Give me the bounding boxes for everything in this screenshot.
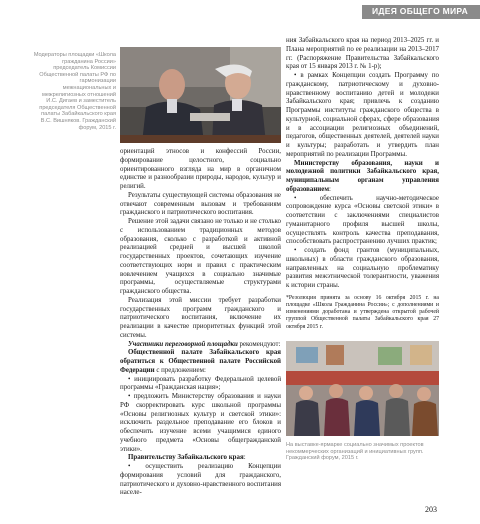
recommendation-intro bbox=[120, 341, 281, 350]
photo-moderators-image bbox=[120, 47, 281, 143]
ministry-heading: Министерству образования, науки и молодежной политики Забайкальского края, муниципальным органам управления образованием bbox=[286, 159, 439, 193]
government-heading: Правительству Забайкальского края bbox=[128, 454, 244, 462]
ministry-recommendation: Министерству образования, науки и молодежной политики Забайкальского края, муниципальным органам управления образованием: bbox=[286, 159, 439, 193]
bullet-item: • в рамках Концепции создать Программу по гражданскому, патриотическому и духовно-нравственному воспитанию детей и молодежи Забайкальского края; привлечь к созданию Программы институты гражданского общества в культурной, социальной сферах, сфере образования и в ассоциации религиозных объединений, педагогов, общественных деятелей, деятелей науки и культуры; разработать и утвердить план мероприятий по реализации Программы. bbox=[286, 72, 440, 158]
page-number: 203 bbox=[425, 505, 437, 514]
chamber-recommendation bbox=[120, 349, 281, 375]
bullet-item: • инициировать разработку Федеральной целевой программы «Гражданская нация»; bbox=[120, 375, 282, 392]
paragraph: Результаты существующей системы образования не отвечают современным вызовам и требованиям гражданского и патриотического воспитания. bbox=[120, 191, 281, 217]
photo-caption-moderators: Модераторы площадки «Школа гражданина России» председатель Комиссии Общественной палаты РФ по гармонизации межнациональных и межрелигиозных отношений И.С. Дигаев и заместитель председателя Общественной палаты Забайкальского края В.С. Вишняков. Гражданский форум, 2015 г. bbox=[33, 52, 116, 131]
bullet-item: • осуществить реализацию Концепции формирования условий для гражданского, патриотического и духовно-нравственного воспитания населе- bbox=[120, 463, 281, 497]
paragraph: ния Забайкальского края на период 2013–2025 гг. и Плана мероприятий по ее реализации на 2013–2017 гг. (Распоряжение Правительства Забайкальского края от 15 января 2013 г. № 1-р); bbox=[286, 37, 439, 71]
photo-caption-exhibition: На выставке-ярмарке социально значимых проектов некоммерческих организаций и инициативных групп. Гражданский форум, 2015 г. bbox=[286, 442, 424, 462]
text-column-right bbox=[286, 37, 439, 331]
chamber-heading: Общественной палате Забайкальского края обратиться к Общественной палате Российской Федерации bbox=[120, 349, 281, 374]
recommendation-suffix: рекомендуют: bbox=[237, 340, 281, 348]
recommendation-heading: Участники переговорной площадки bbox=[128, 340, 238, 348]
government-recommendation: Правительству Забайкальского края: bbox=[128, 454, 246, 462]
text-column-left bbox=[120, 148, 281, 498]
photo-moderators bbox=[120, 47, 281, 143]
paragraph: ориентаций этносов и конфессий России, формирование целостного, социально ориентированного взгляда на мир в органичном единстве и разнообразии природы, народов, культур и религий. bbox=[120, 148, 281, 190]
section-title: ИДЕЯ ОБЩЕГО МИРА bbox=[372, 6, 469, 16]
bullet-item: • предложить Министерству образования и науки РФ скорректировать курс школьной программы «Основы религиозных культур и светской этики»: исключить раздельное преподавание его блоков и обеспечить изучение всеми учащимися единого учебного предмета «Основы общегражданской этики». bbox=[120, 393, 281, 453]
footnote: *Резолюция принята за основу 16 октября 2015 г. на площадке «Школа Гражданина России»; с дополнениями и изменениями доработана и утверждена открытой рабочей группой Общественной палаты Забайкальского края 27 октября 2015 г. bbox=[286, 294, 439, 330]
paragraph: Реализация этой миссии требует разработки государственных программ гражданского и патриотического воспитания, включение их реализации в качестве приоритетных функций этой системы. bbox=[120, 296, 281, 339]
photo-exhibition-image bbox=[286, 341, 439, 436]
bullet-item: • обеспечить научно-методическое сопровождение курса «Основы светской этики» в соответствии с заключениями специалистов гуманитарного профиля высшей школы, осуществлять контроль качества преподавания, способствовать распространению лучших практик; bbox=[286, 194, 439, 246]
paragraph: Решение этой задачи связано не только и не столько с использованием традиционных методов образования, сколько с разработкой и активной реализацией средней и высшей школой государственных проектов, сочетающих изучение соответствующих норм и правил с практическим вовлечением учащихся в социально значимые программы, осуществляемые структурами гражданского общества. bbox=[120, 218, 281, 295]
chamber-tail: с предложением: bbox=[154, 366, 206, 374]
bullet-item: • создать фонд грантов (муниципальных, школьных) в области гражданского образования, направленных на социальную проблематику развития межэтнической толерантности, уважения к истории страны. bbox=[286, 247, 439, 289]
photo-exhibition bbox=[286, 341, 439, 436]
